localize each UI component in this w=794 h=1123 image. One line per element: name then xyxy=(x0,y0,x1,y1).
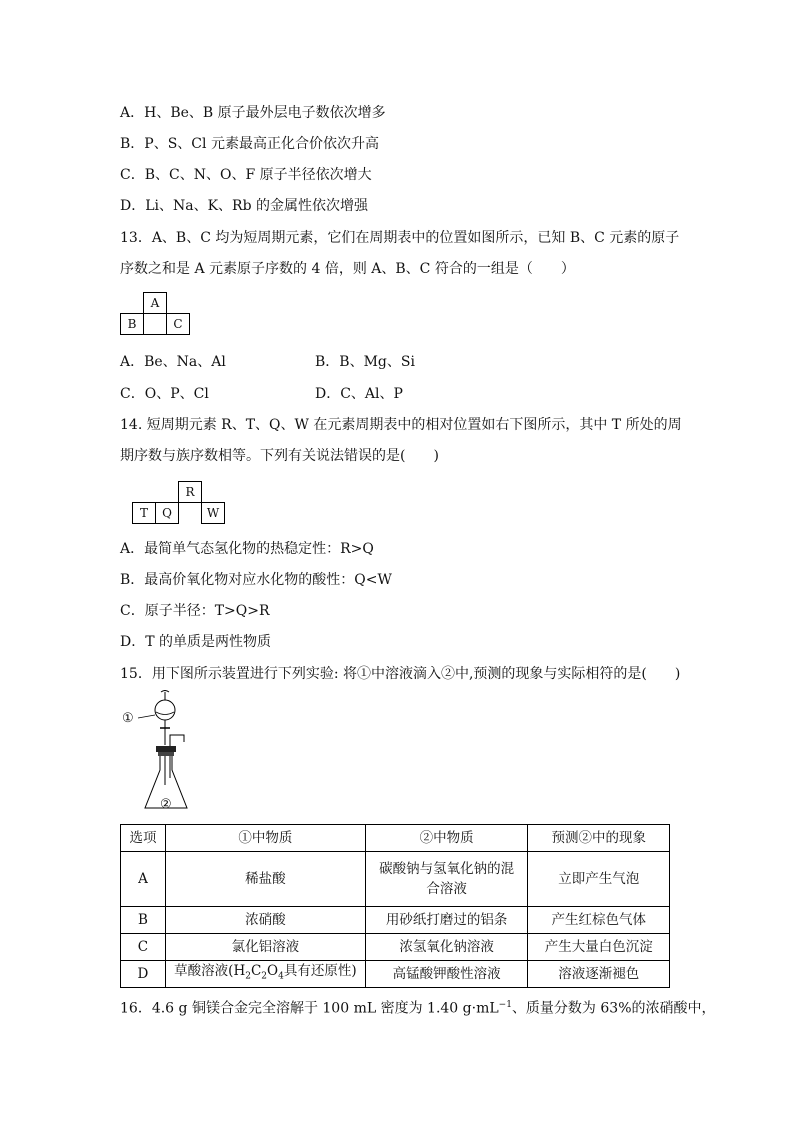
q13-stem-line1: 13．A、B、C 均为短周期元素，它们在周期表中的位置如图所示，已知 B、C 元素的原子 xyxy=(120,230,680,246)
label-circle-2: ② xyxy=(160,797,172,812)
row-a-option: A xyxy=(121,852,166,907)
row-d-substance-2: 高锰酸钾酸性溶液 xyxy=(365,961,528,988)
q14-cell-q: Q xyxy=(156,503,179,524)
row-d-prediction: 溶液逐渐褪色 xyxy=(528,961,670,988)
row-c-substance-1: 氯化铝溶液 xyxy=(165,934,365,961)
q14-option-b: B．最高价氧化物对应水化物的酸性：Q<W xyxy=(120,572,392,588)
q14-stem-line1: 14. 短周期元素 R、T、Q、W 在元素周期表中的相对位置如右下图所示，其中 T 所处的周 xyxy=(120,417,682,433)
row-d-substance-1 xyxy=(165,961,365,988)
q12-option-b: B．P、S、Cl 元素最高正化合价依次升高 xyxy=(120,136,379,152)
d-s1-part4: 具有还原性) xyxy=(283,963,357,980)
header-option: 选项 xyxy=(121,825,166,852)
q14-periodic-grid xyxy=(132,481,225,524)
row-b-option: B xyxy=(121,907,166,934)
table-row xyxy=(121,852,670,907)
q13-option-d: D．C、Al、P xyxy=(315,386,403,402)
d-s1-part2: C xyxy=(250,963,262,980)
q13-cell-c: C xyxy=(167,314,190,335)
q16-stem xyxy=(120,995,716,1019)
header-substance-2: ②中物质 xyxy=(365,825,528,852)
row-c-option: C xyxy=(121,934,166,961)
row-b-substance-1: 浓硝酸 xyxy=(165,907,365,934)
q14-cell-w: W xyxy=(202,503,225,524)
q14-stem-line2: 期序数与族序数相等。下列有关说法错误的是( ) xyxy=(120,448,439,464)
d-s1-sub2: 2 xyxy=(261,971,268,982)
q13-option-c: C．O、P、Cl xyxy=(120,386,209,402)
row-a-substance-2-line1: 碳酸钠与氢氧化钠的混 xyxy=(379,861,515,877)
table-header-row xyxy=(121,825,670,852)
table-row xyxy=(121,934,670,961)
q12-option-a: A．H、Be、B 原子最外层电子数依次增多 xyxy=(120,105,386,121)
d-s1-sub1: 2 xyxy=(245,971,251,982)
q13-cell-a: A xyxy=(144,293,167,314)
q13-option-b: B．B、Mg、Si xyxy=(315,354,415,370)
header-substance-1: ①中物质 xyxy=(165,825,365,852)
row-c-prediction: 产生大量白色沉淀 xyxy=(528,934,670,961)
d-s1-part1: 草酸溶液(H xyxy=(174,963,246,980)
label-circle-1: ① xyxy=(122,711,134,726)
q12-option-d: D．Li、Na、K、Rb 的金属性依次增强 xyxy=(120,198,369,214)
row-a-substance-1: 稀盐酸 xyxy=(165,852,365,907)
q14-cell-r: R xyxy=(179,482,202,503)
q16-part1: 16．4.6 g 铜镁合金完全溶解于 100 mL 密度为 1.40 g·mL xyxy=(120,1000,499,1017)
row-a-substance-2 xyxy=(365,852,528,907)
q13-periodic-grid xyxy=(120,292,190,335)
q13-option-a: A．Be、Na、Al xyxy=(120,354,226,370)
d-s1-sub3: 4 xyxy=(278,971,284,982)
q13-stem-line2: 序数之和是 A 元素原子序数的 4 倍，则 A、B、C 符合的一组是（ ） xyxy=(120,261,575,277)
q14-option-d: D．T 的单质是两性物质 xyxy=(120,634,272,650)
table-row xyxy=(121,961,670,988)
row-b-prediction: 产生红棕色气体 xyxy=(528,907,670,934)
row-a-prediction: 立即产生气泡 xyxy=(528,852,670,907)
row-c-substance-2: 浓氢氧化钠溶液 xyxy=(365,934,528,961)
q13-cell-b: B xyxy=(121,314,144,335)
q12-option-c: C．B、C、N、O、F 原子半径依次增大 xyxy=(120,167,372,183)
q14-option-a: A．最简单气态氢化物的热稳定性：R>Q xyxy=(120,541,374,557)
row-b-substance-2: 用砂纸打磨过的铝条 xyxy=(365,907,528,934)
row-d-option: D xyxy=(121,961,166,988)
q16-superscript: −1 xyxy=(498,1000,512,1010)
header-prediction: 预测②中的现象 xyxy=(528,825,670,852)
q14-cell-t: T xyxy=(133,503,156,524)
q15-stem: 15．用下图所示装置进行下列实验: 将①中溶液滴入②中,预测的现象与实际相符的是( ) xyxy=(120,666,681,682)
row-a-substance-2-line2: 合溶液 xyxy=(426,881,467,897)
d-s1-part3: O xyxy=(267,963,279,980)
q16-part2: 、质量分数为 63%的浓硝酸中， xyxy=(511,1000,716,1017)
q14-option-c: C．原子半径：T>Q>R xyxy=(120,603,270,619)
table-row xyxy=(121,907,670,934)
q15-table xyxy=(120,824,670,988)
